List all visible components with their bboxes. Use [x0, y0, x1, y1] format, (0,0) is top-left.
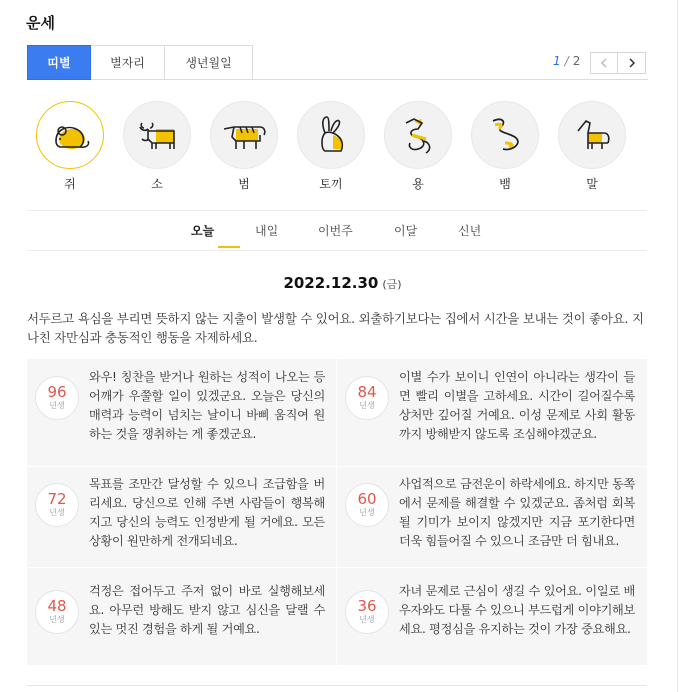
pager-total: 2	[572, 54, 581, 68]
birth-year-suffix: 년생	[359, 615, 375, 624]
horse-icon	[570, 113, 614, 157]
zodiac-label: 쥐	[64, 177, 76, 191]
birth-year-suffix: 년생	[359, 508, 375, 517]
birth-year: 36	[357, 597, 377, 615]
tiger-icon	[220, 115, 268, 155]
zodiac-label: 용	[412, 177, 424, 191]
next-page-button[interactable]	[618, 52, 646, 74]
tab-zodiac-animal[interactable]: 띠별	[27, 45, 91, 80]
rabbit-icon	[311, 113, 351, 157]
fortune-card	[27, 366, 327, 466]
snake-icon	[483, 113, 527, 157]
chevron-left-icon	[600, 58, 608, 68]
tab-birthdate[interactable]: 생년월일	[165, 45, 253, 80]
pager-buttons	[590, 52, 646, 74]
dragon-icon	[396, 113, 440, 157]
zodiac-item-ox[interactable]	[122, 101, 192, 192]
day-of-week: (금)	[382, 278, 402, 291]
date-text: 2022.12.30	[283, 274, 379, 292]
period-tab-new-year[interactable]: 신년	[458, 224, 482, 238]
fortune-text: 와우! 칭찬을 받거나 원하는 성적이 나오는 등 어깨가 우쭐할 일이 있겠군요. 오늘은 당신의 매력과 능력이 넘치는 날이니 바삐 움직여 원하는 것을 쟁취하는 게 좋겠군요.	[89, 370, 325, 441]
divider	[27, 250, 647, 251]
birth-year: 96	[47, 383, 67, 401]
birth-year-badge	[345, 483, 389, 527]
zodiac-item-rat[interactable]	[35, 101, 105, 192]
zodiac-label: 토끼	[319, 177, 343, 191]
rat-icon	[48, 115, 92, 155]
birth-year-badge	[35, 590, 79, 634]
birth-year-suffix: 년생	[49, 401, 65, 410]
fortune-text: 목표를 조만간 달성할 수 있으니 조급함을 버리세요. 당신으로 인해 주변 사람들이 행복해지고 당신의 능력도 인정받게 될 거에요. 모든 상황이 원만하게 전개되네요.	[89, 477, 325, 548]
birth-year-badge	[345, 376, 389, 420]
chevron-right-icon	[628, 58, 636, 68]
zodiac-item-dragon[interactable]	[383, 101, 453, 192]
pager-current: 1	[553, 54, 561, 68]
divider	[27, 210, 647, 211]
tab-constellation[interactable]: 별자리	[91, 45, 165, 80]
period-tab-this-month[interactable]: 이달	[394, 224, 418, 238]
birth-year-badge	[35, 483, 79, 527]
fortune-text: 걱정은 접어두고 주저 없이 바로 실행해보세요. 아무런 방해도 받지 않고 심신을 달랠 수 있는 멋진 경험을 하게 될 거예요.	[89, 584, 325, 636]
panel-right-border	[677, 0, 678, 692]
period-tabs	[27, 222, 647, 250]
fortune-text: 자녀 문제로 근심이 생길 수 있어요. 이일로 배우자와도 다툴 수 있으니 부드럽게 이야기해보세요. 평정심을 유지하는 것이 가장 중요해요.	[399, 584, 635, 636]
birth-year-badge	[345, 590, 389, 634]
prev-page-button[interactable]	[590, 52, 618, 74]
zodiac-item-snake[interactable]	[470, 101, 540, 192]
fortune-card	[337, 473, 637, 573]
tab-divider	[252, 79, 648, 80]
birth-year: 84	[357, 383, 377, 401]
ox-icon	[134, 115, 180, 155]
fortune-card	[337, 366, 637, 466]
pager-indicator	[553, 54, 580, 68]
zodiac-label: 뱀	[499, 177, 511, 191]
zodiac-label: 소	[151, 177, 163, 191]
birth-year: 48	[47, 597, 67, 615]
zodiac-label: 범	[238, 177, 250, 191]
birth-year: 72	[47, 490, 67, 508]
fortune-summary: 서두르고 욕심을 부리면 뜻하지 않는 지출이 발생할 수 있어요. 외출하기보다는 집에서 시간을 보내는 것이 좋아요. 지나친 자만심과 충동적인 행동을 자제하세요.	[27, 311, 644, 345]
period-tab-today[interactable]: 오늘	[191, 224, 215, 238]
fortune-card	[337, 580, 637, 680]
fortune-text: 이별 수가 보이니 인연이 아니라는 생각이 들면 빨리 이별을 고하세요. 시간이 길어질수록 상처만 깊어질 거예요. 이성 문제로 사회 활동까지 방해받지 않도록 조심해야겠군요.	[399, 370, 635, 441]
birth-year-suffix: 년생	[49, 508, 65, 517]
period-tab-this-week[interactable]: 이번주	[318, 224, 353, 238]
birth-year-suffix: 년생	[49, 615, 65, 624]
fortune-card	[27, 580, 327, 680]
zodiac-item-horse[interactable]	[557, 101, 627, 192]
zodiac-item-tiger[interactable]	[209, 101, 279, 192]
birth-year: 60	[357, 490, 377, 508]
zodiac-item-rabbit[interactable]	[296, 101, 366, 192]
period-active-indicator	[218, 246, 240, 248]
fortune-text: 사업적으로 금전운이 하락세에요. 하지만 동쪽에서 문제를 해결할 수 있겠군요. 좀처럼 회복될 기미가 보이지 않겠지만 지금 포기한다면 더욱 힘들어질 수 있으니 조금만 더 힘내요.	[399, 477, 635, 548]
zodiac-label: 말	[586, 177, 598, 191]
section-title: 운세	[26, 14, 55, 32]
pager-separator: /	[564, 54, 569, 68]
period-tab-tomorrow[interactable]: 내일	[255, 224, 279, 238]
fortune-card	[27, 473, 327, 573]
grid-divider	[27, 466, 647, 467]
birth-year-suffix: 년생	[359, 401, 375, 410]
divider	[27, 685, 647, 686]
fortune-date	[0, 274, 685, 292]
fortune-type-tabs	[27, 45, 253, 80]
birth-year-badge	[35, 376, 79, 420]
